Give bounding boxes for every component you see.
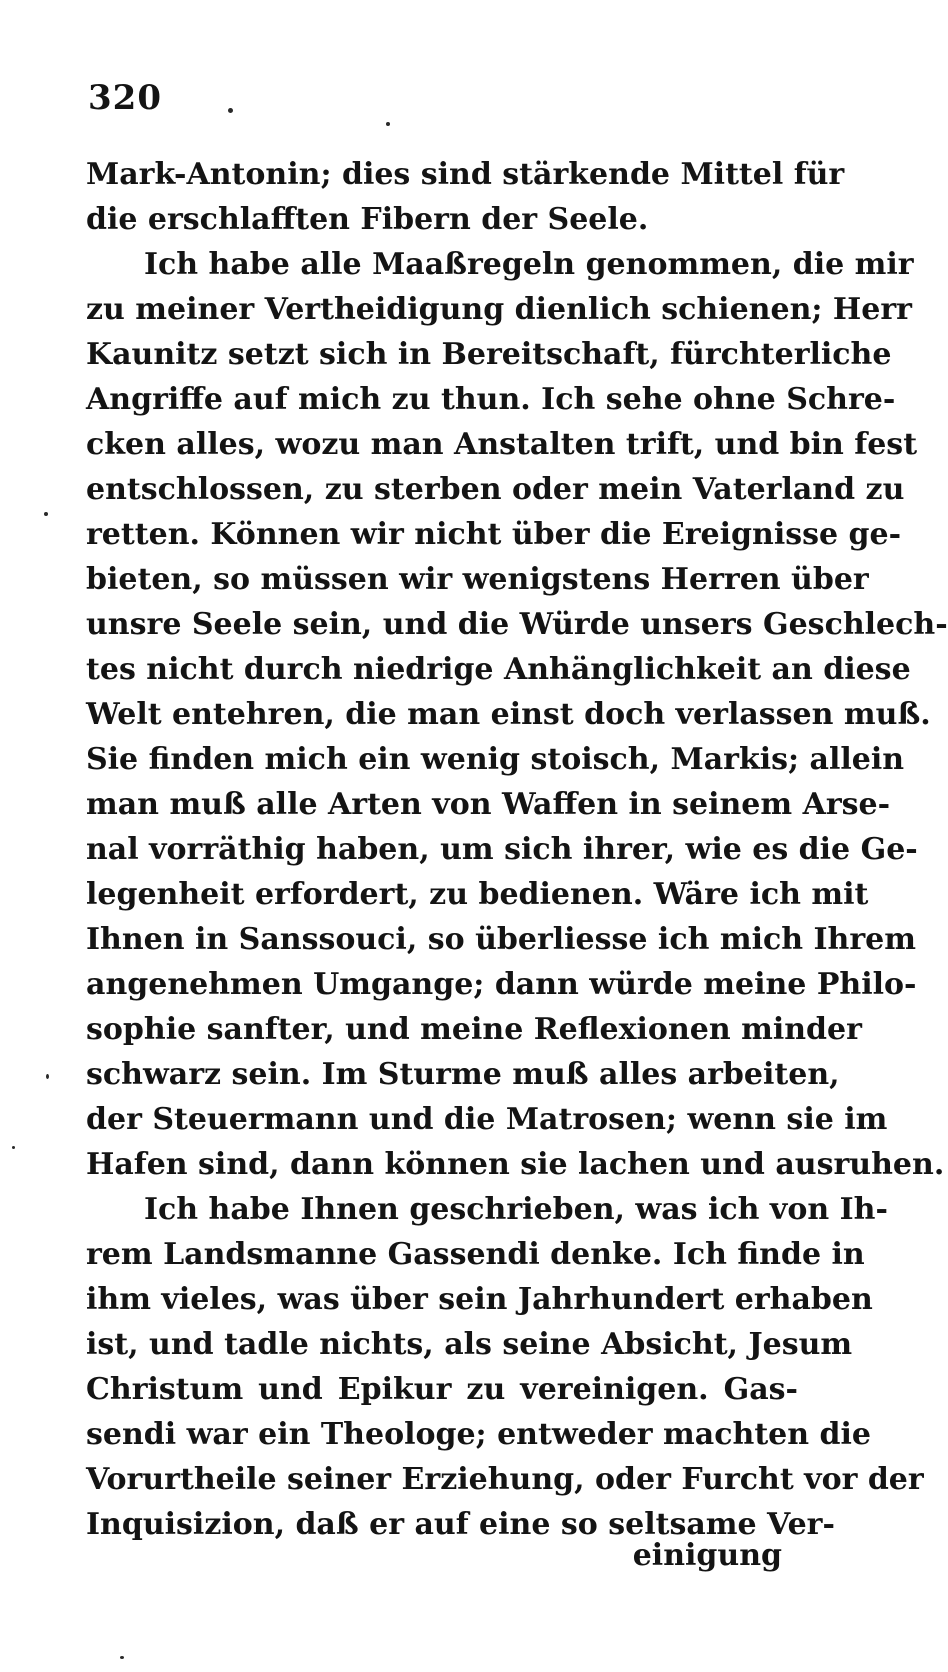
text-line: Mark-Antonin; dies sind stärkende Mittel für (86, 157, 845, 192)
text-line: Christum und Epikur zu vereinigen. Gas- (86, 1372, 798, 1407)
text-line: sendi war ein Theologe; entweder machten die (86, 1417, 871, 1452)
paragraph-start-line: Ich habe Ihnen geschrieben, was ich von Ih- (144, 1192, 888, 1227)
text-line: entschlossen, zu sterben oder mein Vaterland zu (86, 472, 905, 507)
text-line: Vorurtheile seiner Erziehung, oder Furcht vor der (86, 1462, 924, 1497)
paragraph-start-line: Ich habe alle Maaßregeln genommen, die mir (144, 247, 914, 282)
text-line: Welt entehren, die man einst doch verlassen muß. (86, 697, 931, 732)
ink-speck (12, 1146, 15, 1149)
text-line: Ihnen in Sanssouci, so überliesse ich mich Ihrem (86, 922, 916, 957)
ink-speck (228, 108, 233, 113)
text-line: sophie sanfter, und meine Reflexionen minder (86, 1012, 862, 1047)
text-line: retten. Können wir nicht über die Ereignisse ge- (86, 517, 902, 552)
text-line: rem Landsmanne Gassendi denke. Ich finde in (86, 1237, 865, 1272)
text-line: nal vorräthig haben, um sich ihrer, wie es die Ge- (86, 832, 918, 867)
text-line: Sie finden mich ein wenig stoisch, Markis; allein (86, 742, 905, 777)
text-line: schwarz sein. Im Sturme muß alles arbeiten, (86, 1057, 840, 1092)
text-line: Kaunitz setzt sich in Bereitschaft, fürchterliche (86, 337, 892, 372)
text-line: man muß alle Arten von Waffen in seinem Arse- (86, 787, 891, 822)
text-line: ihm vieles, was über sein Jahrhundert erhaben (86, 1282, 873, 1317)
text-line: ist, und tadle nichts, als seine Absicht, Jesum (86, 1327, 853, 1362)
text-line: tes nicht durch niedrige Anhänglichkeit an diese (86, 652, 911, 687)
body-text (86, 152, 948, 1547)
page-number: 320 (88, 78, 162, 118)
text-line: angenehmen Umgange; dann würde meine Philo- (86, 967, 917, 1002)
ink-speck (44, 512, 48, 516)
text-line: unsre Seele sein, und die Würde unsers Geschlech- (86, 607, 948, 642)
ink-speck (120, 1656, 124, 1659)
text-line: legenheit erfordert, zu bedienen. Wäre ich mit (86, 877, 869, 912)
ink-speck (46, 1074, 49, 1079)
catchword: einigung (632, 1538, 782, 1573)
text-line: bieten, so müssen wir wenigstens Herren über (86, 562, 869, 597)
text-line: Inquisizion, daß er auf eine so seltsame Ver- (86, 1507, 835, 1542)
text-line: cken alles, wozu man Anstalten trift, und bin fest (86, 427, 918, 462)
text-line: die erschlafften Fibern der Seele. (86, 202, 649, 237)
ink-speck (386, 122, 390, 126)
text-line: Hafen sind, dann können sie lachen und ausruhen. (86, 1147, 945, 1182)
text-line: Angriffe auf mich zu thun. Ich sehe ohne Schre- (86, 382, 896, 417)
text-line: der Steuermann und die Matrosen; wenn sie im (86, 1102, 888, 1137)
text-line: zu meiner Vertheidigung dienlich schienen; Herr (86, 292, 912, 327)
